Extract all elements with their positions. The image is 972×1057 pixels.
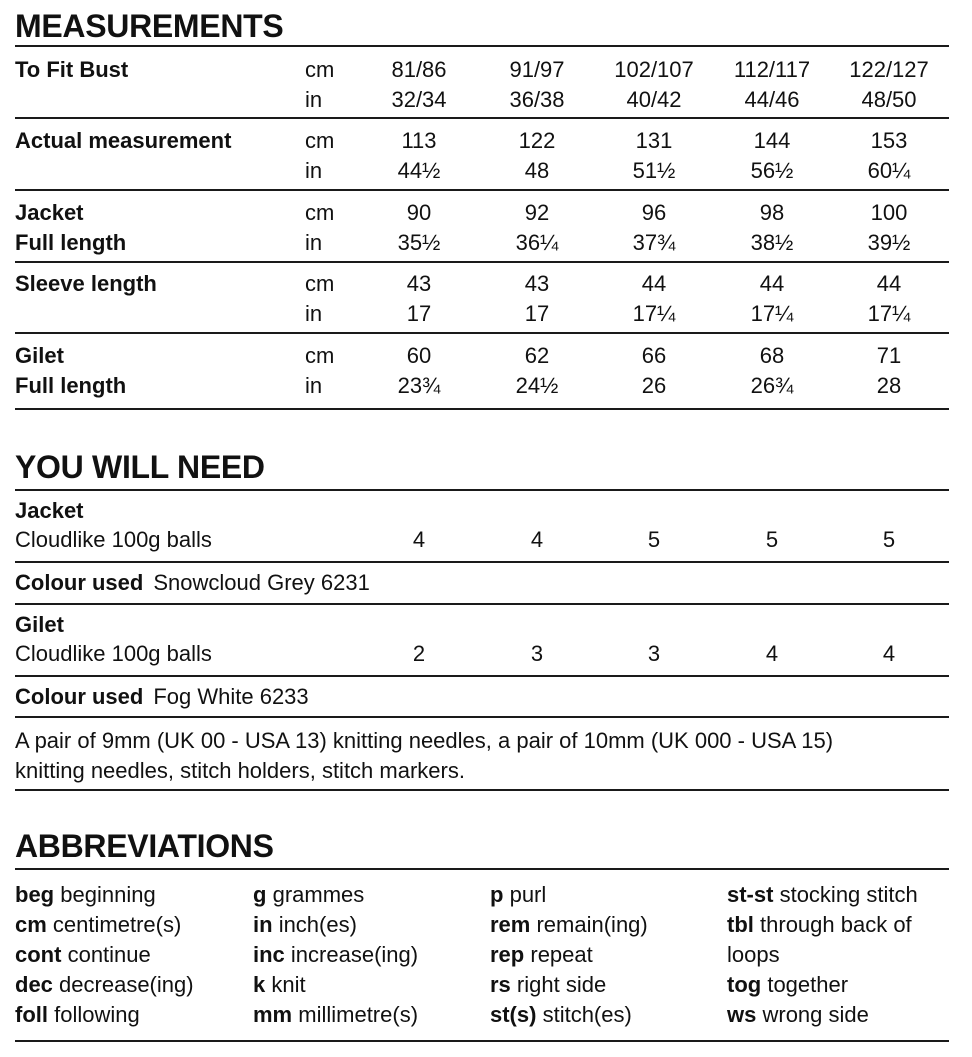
divider [15, 561, 949, 563]
abbreviation-term: dec [15, 972, 53, 997]
jacket-colour-value: Snowcloud Grey 6231 [153, 570, 370, 595]
abbreviation-item [727, 970, 918, 1000]
measurement-value: 32/34 [391, 87, 447, 112]
gilet-yarn-label: Cloudlike 100g balls [15, 641, 212, 666]
row-sublabel: Full length [15, 373, 127, 398]
measurement-value: 62 [524, 343, 550, 368]
abbreviation-item [727, 880, 918, 910]
abbreviation-meaning: decrease(ing) [59, 972, 194, 997]
row-label: Sleeve length [15, 271, 157, 296]
abbreviation-item [727, 940, 918, 970]
abbreviation-term: ws [727, 1002, 757, 1027]
abbreviation-meaning: wrong side [762, 1002, 869, 1027]
abbreviation-term: foll [15, 1002, 48, 1027]
measurement-value: 44/46 [744, 87, 800, 112]
abbreviation-meaning: purl [509, 882, 547, 907]
measurement-value: 68 [759, 343, 785, 368]
abbreviation-term: g [253, 882, 267, 907]
measurement-value: 60¼ [867, 158, 911, 183]
measurement-value: 51½ [632, 158, 676, 183]
abbreviation-column [15, 880, 194, 1030]
abbreviation-item [490, 880, 648, 910]
measurement-value: 37¾ [632, 230, 676, 255]
divider [15, 789, 949, 791]
measurement-value: 81/86 [391, 57, 447, 82]
abbreviation-term: tog [727, 972, 762, 997]
jacket-yarn-row [15, 496, 949, 554]
divider [15, 603, 949, 605]
measurement-value: 26 [641, 373, 667, 398]
row-label: To Fit Bust [15, 57, 129, 82]
measurement-row [15, 269, 949, 329]
abbreviation-item [490, 940, 648, 970]
measurement-value: 112/117 [733, 57, 811, 82]
measurement-value: 48 [524, 158, 550, 183]
measurement-value: 100 [870, 200, 908, 225]
measurement-value: 122/127 [849, 57, 929, 82]
gilet-colour-value: Fog White 6233 [153, 684, 309, 709]
abbreviation-term: cm [15, 912, 47, 937]
abbreviation-meaning: stocking stitch [779, 882, 918, 907]
jacket-colour-line [15, 568, 370, 597]
row-label: Actual measurement [15, 128, 232, 153]
abbreviation-column [253, 880, 418, 1030]
row-label: Gilet [15, 343, 64, 368]
gilet-yarn-row [15, 610, 949, 668]
gilet-balls-size-1: 2 [412, 641, 426, 666]
abbreviation-item [727, 1000, 918, 1030]
abbreviation-column [490, 880, 648, 1030]
measurement-value: 17 [524, 301, 550, 326]
measurements-heading: MEASUREMENTS [15, 8, 284, 44]
abbreviation-term: cont [15, 942, 62, 967]
jacket-yarn-label: Cloudlike 100g balls [15, 527, 212, 552]
abbreviation-term: rs [490, 972, 511, 997]
measurement-value: 102/107 [614, 57, 694, 82]
unit-label: cm [305, 343, 335, 368]
measurement-value: 60 [406, 343, 432, 368]
jacket-balls-size-2: 4 [530, 527, 544, 552]
measurement-value: 17¼ [867, 301, 911, 326]
measurement-value: 92 [524, 200, 550, 225]
divider [15, 261, 949, 263]
abbreviation-column [727, 880, 918, 1030]
abbreviation-item [727, 910, 918, 940]
measurement-value: 44 [876, 271, 902, 296]
abbreviations-list [15, 880, 949, 1030]
gilet-balls-size-3: 3 [647, 641, 661, 666]
abbreviation-meaning: increase(ing) [290, 942, 419, 967]
unit-label: in [305, 87, 323, 112]
abbreviation-term: in [253, 912, 273, 937]
jacket-balls-size-1: 4 [412, 527, 426, 552]
divider [15, 675, 949, 677]
abbreviation-term: inc [253, 942, 285, 967]
abbreviation-term: beg [15, 882, 55, 907]
abbreviation-meaning: grammes [272, 882, 365, 907]
needles-note [15, 726, 949, 786]
needles-note-line-1: A pair of 9mm (UK 00 - USA 13) knitting needles, a pair of 10mm (UK 000 - USA 15) [15, 728, 834, 753]
abbreviation-item [15, 1000, 194, 1030]
measurement-value: 91/97 [509, 57, 565, 82]
measurement-value: 44 [759, 271, 785, 296]
abbreviation-term: st(s) [490, 1002, 537, 1027]
abbreviation-term: rem [490, 912, 531, 937]
measurement-value: 36/38 [509, 87, 565, 112]
unit-label: in [305, 230, 323, 255]
gilet-balls-size-5: 4 [882, 641, 896, 666]
measurement-value: 56½ [750, 158, 794, 183]
measurement-value: 44½ [397, 158, 441, 183]
abbreviation-meaning: continue [67, 942, 151, 967]
measurement-value: 28 [876, 373, 902, 398]
abbreviation-item [15, 880, 194, 910]
abbreviation-meaning: loops [727, 942, 780, 967]
divider [15, 489, 949, 491]
measurement-row [15, 198, 949, 258]
measurement-value: 17¼ [632, 301, 676, 326]
jacket-balls-size-5: 5 [882, 527, 896, 552]
jacket-balls-size-3: 5 [647, 527, 661, 552]
abbreviation-meaning: remain(ing) [536, 912, 648, 937]
abbreviation-item [253, 880, 418, 910]
unit-label: cm [305, 271, 335, 296]
abbreviation-item [15, 970, 194, 1000]
abbreviations-heading: ABBREVIATIONS [15, 828, 274, 864]
unit-label: cm [305, 57, 335, 82]
measurement-value: 43 [406, 271, 432, 296]
measurement-row [15, 341, 949, 401]
measurement-value: 40/42 [626, 87, 682, 112]
unit-label: cm [305, 200, 335, 225]
measurement-value: 24½ [515, 373, 559, 398]
measurement-value: 43 [524, 271, 550, 296]
abbreviation-item [15, 910, 194, 940]
measurement-value: 144 [753, 128, 791, 153]
unit-label: in [305, 158, 323, 183]
abbreviation-meaning: following [54, 1002, 140, 1027]
measurement-row [15, 126, 949, 186]
abbreviation-term: rep [490, 942, 525, 967]
divider [15, 189, 949, 191]
measurement-value: 66 [641, 343, 667, 368]
measurement-value: 17 [406, 301, 432, 326]
gilet-colour-line [15, 682, 309, 711]
jacket-title: Jacket [15, 498, 84, 523]
measurement-value: 44 [641, 271, 667, 296]
divider [15, 408, 949, 410]
abbreviation-term: mm [253, 1002, 293, 1027]
row-sublabel: Full length [15, 230, 127, 255]
gilet-balls-size-4: 4 [765, 641, 779, 666]
gilet-title: Gilet [15, 612, 64, 637]
measurement-value: 153 [870, 128, 908, 153]
measurement-value: 122 [518, 128, 556, 153]
abbreviation-item [490, 1000, 648, 1030]
abbreviation-term: k [253, 972, 266, 997]
measurement-value: 96 [641, 200, 667, 225]
abbreviation-meaning: right side [516, 972, 607, 997]
measurement-value: 36¼ [515, 230, 559, 255]
abbreviation-meaning: together [767, 972, 849, 997]
gilet-balls-size-2: 3 [530, 641, 544, 666]
measurement-value: 90 [406, 200, 432, 225]
measurement-value: 98 [759, 200, 785, 225]
abbreviation-item [490, 910, 648, 940]
you-will-need-heading: YOU WILL NEED [15, 449, 265, 485]
measurement-value: 71 [876, 343, 902, 368]
unit-label: in [305, 373, 323, 398]
measurement-value: 48/50 [861, 87, 917, 112]
abbreviation-meaning: beginning [60, 882, 156, 907]
unit-label: cm [305, 128, 335, 153]
divider [15, 868, 949, 870]
colour-used-label: Colour used [15, 570, 144, 595]
unit-label: in [305, 301, 323, 326]
abbreviation-term: st-st [727, 882, 774, 907]
measurement-value: 35½ [397, 230, 441, 255]
abbreviation-item [253, 1000, 418, 1030]
measurement-row [15, 55, 949, 115]
abbreviation-meaning: knit [271, 972, 306, 997]
divider [15, 716, 949, 718]
abbreviation-item [15, 940, 194, 970]
jacket-balls-size-4: 5 [765, 527, 779, 552]
measurement-value: 39½ [867, 230, 911, 255]
abbreviation-term: tbl [727, 912, 754, 937]
needles-note-line-2: knitting needles, stitch holders, stitch markers. [15, 758, 465, 783]
colour-used-label: Colour used [15, 684, 144, 709]
measurement-value: 17¼ [750, 301, 794, 326]
abbreviation-meaning: through back of [760, 912, 912, 937]
divider [15, 45, 949, 47]
abbreviation-meaning: millimetre(s) [298, 1002, 419, 1027]
abbreviation-item [253, 970, 418, 1000]
divider [15, 117, 949, 119]
abbreviation-item [490, 970, 648, 1000]
divider [15, 332, 949, 334]
abbreviation-meaning: inch(es) [278, 912, 357, 937]
abbreviation-item [253, 940, 418, 970]
measurement-value: 131 [635, 128, 673, 153]
measurement-value: 113 [401, 128, 437, 153]
abbreviation-term: p [490, 882, 504, 907]
abbreviation-item [253, 910, 418, 940]
divider [15, 1040, 949, 1042]
abbreviation-meaning: centimetre(s) [52, 912, 182, 937]
abbreviation-meaning: repeat [530, 942, 593, 967]
abbreviation-meaning: stitch(es) [542, 1002, 632, 1027]
measurement-value: 26¾ [750, 373, 794, 398]
measurement-value: 23¾ [397, 373, 441, 398]
row-label: Jacket [15, 200, 84, 225]
measurement-value: 38½ [750, 230, 794, 255]
